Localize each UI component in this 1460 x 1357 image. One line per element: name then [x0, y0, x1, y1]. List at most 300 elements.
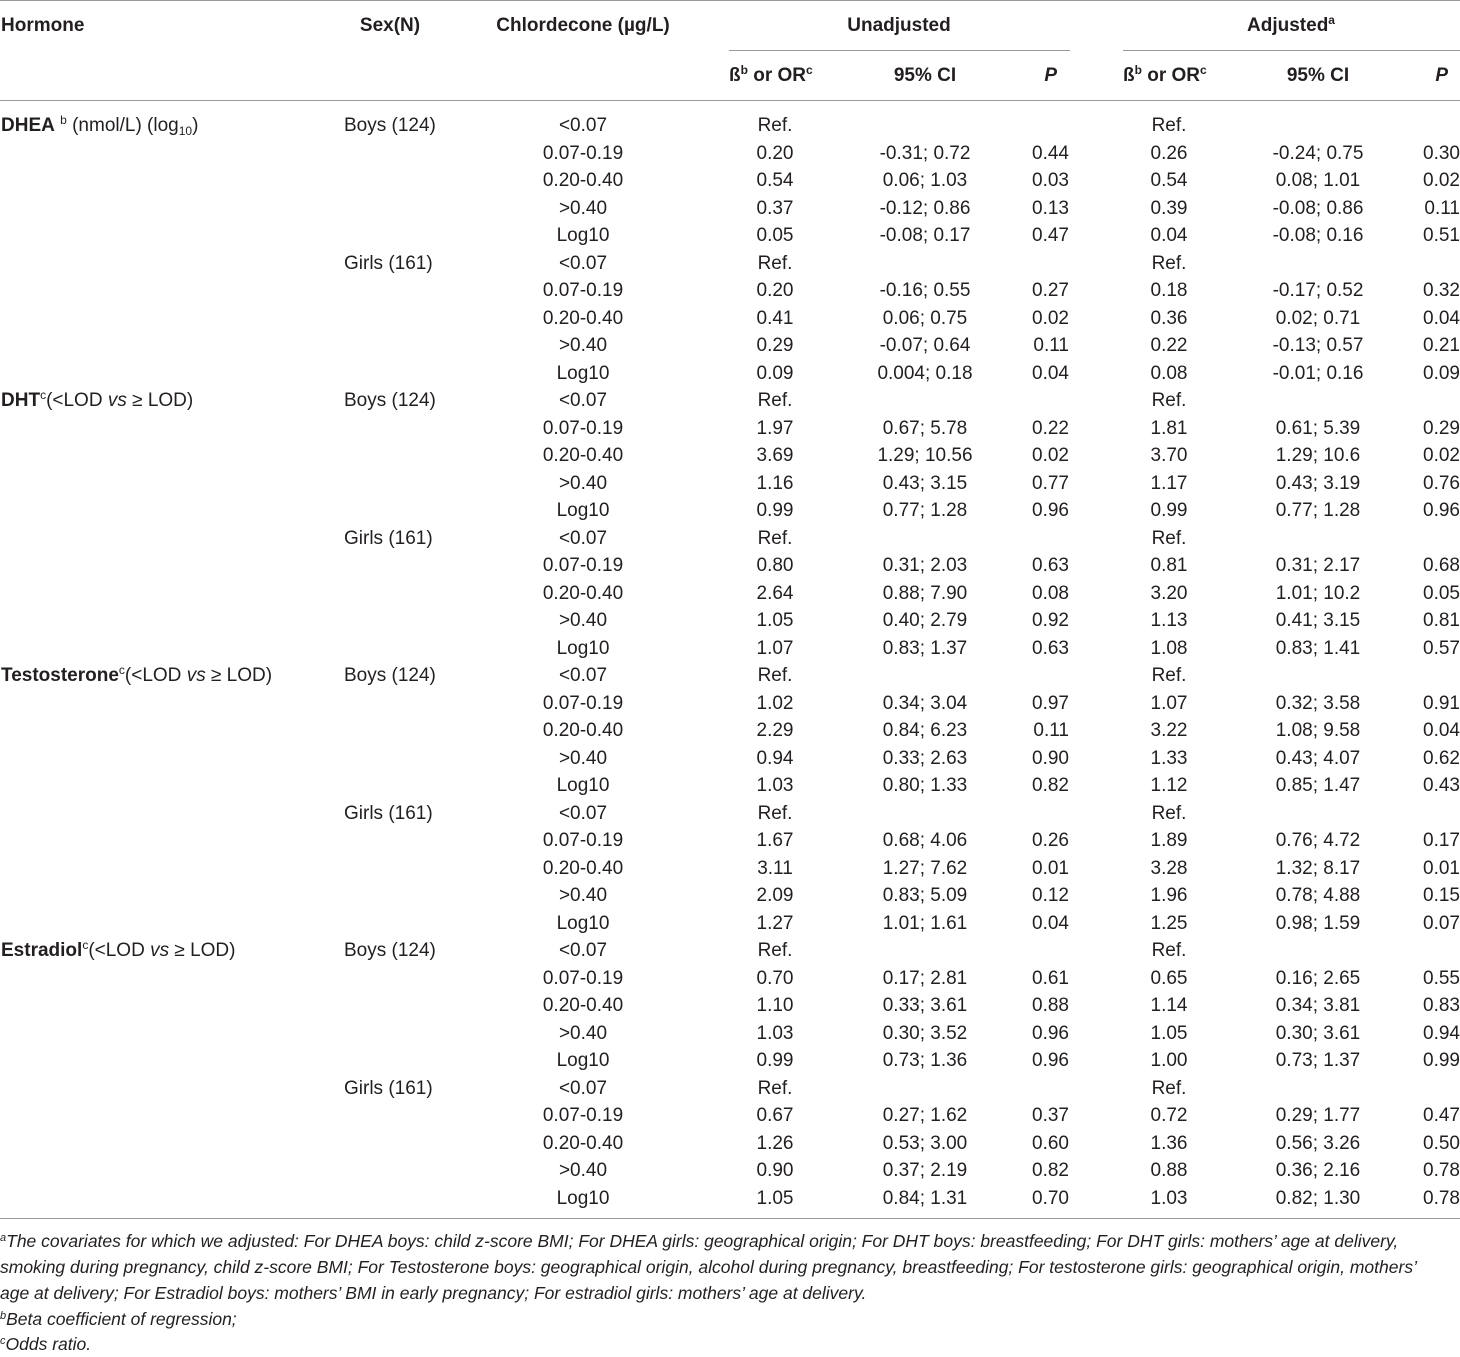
chlordecone-cell: Log10: [556, 500, 610, 521]
estimate-adjusted-cell: 1.07: [1150, 692, 1188, 714]
header-bottom-rule: [0, 100, 1460, 101]
footnote-c-text: Odds ratio.: [5, 1334, 92, 1354]
estimate-unadjusted-cell: Ref.: [757, 802, 793, 824]
estimate-adjusted-cell: 1.08: [1150, 637, 1188, 659]
estimate-unadjusted-cell: Ref.: [757, 1077, 793, 1099]
chlordecone-cell: 0.07-0.19: [542, 417, 624, 439]
p-unadjusted-cell: 0.26: [1032, 830, 1069, 851]
ci-unadjusted-cell: 0.67; 5.78: [882, 417, 968, 439]
ci-unadjusted-cell: -0.16; 0.55: [879, 280, 971, 301]
or-sup: c: [806, 63, 813, 77]
hormone-desc: (<LOD: [124, 665, 187, 686]
chlordecone-cell: <0.07: [558, 802, 608, 824]
chlordecone-cell: >0.40: [558, 472, 608, 494]
ci-adjusted-cell: 0.43; 3.19: [1275, 472, 1361, 494]
p-adjusted-cell: 0.81: [1423, 610, 1460, 631]
ci-adjusted-cell: 0.30; 3.61: [1275, 1022, 1361, 1044]
p-adjusted-cell: 0.07: [1423, 912, 1460, 934]
chlordecone-cell: Log10: [556, 1050, 610, 1071]
p-unadjusted-cell: 0.11: [1033, 720, 1069, 741]
chlordecone-cell: <0.07: [558, 252, 608, 274]
ci-unadjusted-cell: 0.53; 3.00: [882, 1132, 968, 1154]
estimate-adjusted-cell: 0.81: [1150, 555, 1188, 576]
ci-adjusted-cell: 0.41; 3.15: [1275, 610, 1361, 631]
ci-unadjusted-cell: -0.12; 0.86: [879, 197, 971, 219]
estimate-unadjusted-cell: 1.67: [756, 830, 794, 851]
ci-unadjusted-cell: 0.27; 1.62: [882, 1105, 968, 1126]
hormone-desc: (nmol/L) (log: [66, 115, 179, 136]
sex-label: Girls (161): [344, 252, 433, 274]
p-adjusted-cell: 0.04: [1423, 307, 1460, 329]
or-text: or OR: [1141, 65, 1201, 86]
p-unadjusted-cell: 0.90: [1032, 747, 1069, 769]
estimate-unadjusted-cell: 1.05: [756, 1187, 794, 1209]
p-unadjusted-cell: 0.11: [1033, 335, 1069, 356]
p-unadjusted-cell: 0.47: [1032, 225, 1069, 246]
estimate-unadjusted-cell: 3.69: [756, 445, 794, 466]
ci-unadjusted-cell: 0.73; 1.36: [882, 1050, 968, 1071]
hormone-desc-vs: vs: [186, 665, 206, 686]
chlordecone-cell: >0.40: [558, 747, 608, 769]
p-unadjusted-cell: 0.96: [1032, 1022, 1069, 1044]
p-unadjusted-cell: 0.82: [1032, 1160, 1069, 1181]
or-sup: c: [1200, 63, 1207, 77]
chlordecone-cell: <0.07: [558, 527, 608, 549]
chlordecone-cell: >0.40: [558, 1022, 608, 1044]
estimate-adjusted-cell: 0.08: [1150, 362, 1188, 384]
hormone-sup: b: [60, 113, 67, 127]
hormone-label: [1, 390, 193, 412]
estimate-adjusted-cell: 0.54: [1150, 170, 1188, 191]
ci-unadjusted-cell: 1.01; 1.61: [882, 912, 968, 934]
estimate-adjusted-cell: 1.05: [1150, 1022, 1188, 1044]
ci-adjusted-cell: 0.77; 1.28: [1275, 500, 1361, 521]
ci-adjusted-cell: 0.73; 1.37: [1275, 1050, 1361, 1071]
ci-adjusted-cell: 0.36; 2.16: [1275, 1160, 1361, 1181]
chlordecone-cell: Log10: [556, 225, 610, 246]
header-beta-or-unadj: [729, 65, 813, 87]
chlordecone-cell: Log10: [556, 775, 610, 796]
hormone-desc: (<LOD: [46, 390, 108, 411]
estimate-unadjusted-cell: 0.09: [756, 362, 794, 384]
estimate-adjusted-cell: 0.18: [1150, 280, 1188, 301]
ci-adjusted-cell: 0.56; 3.26: [1275, 1132, 1361, 1154]
chlordecone-cell: 0.20-0.40: [542, 1132, 624, 1154]
estimate-adjusted-cell: 3.70: [1150, 445, 1188, 466]
estimate-unadjusted-cell: 0.80: [756, 555, 794, 576]
hormone-label: [1, 115, 198, 137]
p-adjusted-cell: 0.02: [1423, 170, 1460, 191]
p-unadjusted-cell: 0.12: [1032, 885, 1069, 906]
ci-unadjusted-cell: 0.06; 1.03: [882, 170, 968, 191]
p-unadjusted-cell: 0.13: [1032, 197, 1069, 219]
p-unadjusted-cell: 0.04: [1032, 912, 1069, 934]
ci-adjusted-cell: 0.16; 2.65: [1275, 967, 1361, 989]
header-hormone: Hormone: [1, 15, 85, 36]
ci-adjusted-cell: 0.31; 2.17: [1275, 555, 1361, 576]
chlordecone-cell: >0.40: [558, 335, 608, 356]
chlordecone-cell: <0.07: [558, 1077, 608, 1099]
unadjusted-rule: [729, 50, 1070, 51]
estimate-unadjusted-cell: 1.27: [756, 912, 794, 934]
ci-adjusted-cell: 0.32; 3.58: [1275, 692, 1361, 714]
header-ci-adj: 95% CI: [1286, 65, 1350, 86]
p-unadjusted-cell: 0.63: [1032, 555, 1069, 576]
header-beta-or-adj: [1123, 65, 1207, 87]
p-unadjusted-cell: 0.77: [1032, 472, 1069, 494]
hormone-label: [1, 665, 272, 687]
estimate-adjusted-cell: 0.36: [1150, 307, 1188, 329]
hormone-desc-vs: vs: [107, 390, 127, 411]
ci-unadjusted-cell: 0.43; 3.15: [882, 472, 968, 494]
chlordecone-cell: Log10: [556, 362, 610, 384]
p-unadjusted-cell: 0.02: [1032, 445, 1069, 466]
estimate-unadjusted-cell: 0.54: [756, 170, 794, 191]
estimate-adjusted-cell: 3.28: [1150, 857, 1188, 879]
estimate-adjusted-cell: 0.22: [1150, 335, 1188, 356]
chlordecone-cell: 0.07-0.19: [542, 1105, 624, 1126]
ci-adjusted-cell: 0.61; 5.39: [1275, 417, 1361, 439]
estimate-adjusted-cell: 1.81: [1150, 417, 1188, 439]
hormone-desc-sub: 10: [178, 124, 193, 138]
ci-adjusted-cell: -0.24; 0.75: [1272, 142, 1364, 164]
ci-unadjusted-cell: 0.68; 4.06: [882, 830, 968, 851]
ci-adjusted-cell: 0.78; 4.88: [1275, 885, 1361, 906]
estimate-unadjusted-cell: 0.99: [756, 1050, 794, 1071]
estimate-unadjusted-cell: 1.10: [756, 995, 794, 1016]
estimate-adjusted-cell: Ref.: [1151, 115, 1187, 136]
ci-unadjusted-cell: 0.31; 2.03: [882, 555, 968, 576]
ci-unadjusted-cell: 0.37; 2.19: [882, 1160, 968, 1181]
p-unadjusted-cell: 0.08: [1032, 582, 1069, 604]
estimate-adjusted-cell: 1.00: [1150, 1050, 1188, 1071]
sex-label: Girls (161): [344, 527, 433, 549]
p-unadjusted-cell: 0.96: [1032, 1050, 1069, 1071]
hormone-desc-vs: vs: [150, 940, 170, 961]
chlordecone-cell: 0.20-0.40: [542, 857, 624, 879]
ci-adjusted-cell: 1.29; 10.6: [1275, 445, 1361, 466]
table-bottom-rule: [0, 1218, 1460, 1219]
estimate-adjusted-cell: 0.88: [1150, 1160, 1188, 1181]
estimate-adjusted-cell: Ref.: [1151, 1077, 1187, 1099]
estimate-unadjusted-cell: Ref.: [757, 527, 793, 549]
ci-adjusted-cell: 0.29; 1.77: [1275, 1105, 1361, 1126]
chlordecone-cell: 0.20-0.40: [542, 445, 624, 466]
ci-adjusted-cell: -0.13; 0.57: [1272, 335, 1364, 356]
p-adjusted-cell: 0.17: [1423, 830, 1460, 851]
or-text: or OR: [747, 65, 807, 86]
estimate-unadjusted-cell: 2.09: [756, 885, 794, 906]
chlordecone-cell: 0.07-0.19: [542, 967, 624, 989]
chlordecone-cell: 0.07-0.19: [542, 830, 624, 851]
ci-unadjusted-cell: 0.06; 0.75: [882, 307, 968, 329]
p-adjusted-cell: 0.15: [1423, 885, 1460, 906]
estimate-unadjusted-cell: 0.90: [756, 1160, 794, 1181]
hormone-name: Estradiol: [1, 940, 83, 961]
p-unadjusted-cell: 0.70: [1032, 1187, 1069, 1209]
sex-label: Boys (124): [344, 390, 436, 411]
p-unadjusted-cell: 0.92: [1032, 610, 1069, 631]
ci-adjusted-cell: 1.01; 10.2: [1275, 582, 1361, 604]
ci-adjusted-cell: 1.32; 8.17: [1275, 857, 1361, 879]
estimate-adjusted-cell: 0.99: [1150, 500, 1188, 521]
chlordecone-cell: <0.07: [558, 390, 608, 411]
estimate-adjusted-cell: Ref.: [1151, 665, 1187, 686]
estimate-adjusted-cell: 3.22: [1150, 720, 1188, 741]
header-adjusted: [1247, 15, 1335, 37]
footnote-a-line1: [0, 1228, 1460, 1254]
beta-symbol: ß: [729, 65, 741, 86]
sex-label: Boys (124): [344, 115, 436, 136]
ci-unadjusted-cell: 0.34; 3.04: [882, 692, 968, 714]
p-adjusted-cell: 0.78: [1423, 1187, 1460, 1209]
estimate-unadjusted-cell: 1.26: [756, 1132, 794, 1154]
p-adjusted-cell: 0.04: [1423, 720, 1460, 741]
p-adjusted-cell: 0.78: [1423, 1160, 1460, 1181]
footnote-a-line2: smoking during pregnancy, child z-score BMI; For Testosterone boys: geographical origin, alcohol during pregnancy, breastfeeding; For testosterone girls: geographical origin, mothers’: [0, 1257, 1417, 1277]
p-unadjusted-cell: 0.88: [1032, 995, 1069, 1016]
hormone-name: DHEA: [1, 115, 55, 136]
footnote-c: [0, 1331, 1460, 1357]
p-adjusted-cell: 0.32: [1423, 280, 1460, 301]
p-adjusted-cell: 0.57: [1423, 637, 1460, 659]
estimate-adjusted-cell: 1.14: [1150, 995, 1188, 1016]
ci-unadjusted-cell: 0.80; 1.33: [882, 775, 968, 796]
chlordecone-cell: 0.20-0.40: [542, 170, 624, 191]
p-adjusted-cell: 0.09: [1423, 362, 1460, 384]
chlordecone-cell: Log10: [556, 912, 610, 934]
p-unadjusted-cell: 0.22: [1032, 417, 1069, 439]
estimate-unadjusted-cell: 1.97: [756, 417, 794, 439]
chlordecone-cell: 0.20-0.40: [542, 720, 624, 741]
estimate-unadjusted-cell: 0.05: [756, 225, 794, 246]
estimate-adjusted-cell: 3.20: [1150, 582, 1188, 604]
ci-unadjusted-cell: 0.30; 3.52: [882, 1022, 968, 1044]
chlordecone-cell: 0.07-0.19: [542, 692, 624, 714]
hormone-desc-end: ≥ LOD): [169, 940, 236, 961]
estimate-adjusted-cell: Ref.: [1151, 390, 1187, 411]
sex-label: Boys (124): [344, 665, 436, 686]
header-p-adj: P: [1435, 65, 1448, 86]
ci-adjusted-cell: -0.08; 0.86: [1272, 197, 1364, 219]
footnote-a-text1: The covariates for which we adjusted: For DHEA boys: child z-score BMI; For DHEA girls: geographical origin; For DHT boys: breastfeeding; For DHT girls: mothers’ age at delivery,: [6, 1231, 1399, 1251]
ci-adjusted-cell: 0.02; 0.71: [1275, 307, 1361, 329]
footnote-b-text: Beta coefficient of regression;: [6, 1309, 237, 1329]
ci-unadjusted-cell: 0.40; 2.79: [882, 610, 968, 631]
ci-unadjusted-cell: -0.07; 0.64: [879, 335, 971, 356]
estimate-unadjusted-cell: Ref.: [757, 665, 793, 686]
ci-adjusted-cell: -0.17; 0.52: [1272, 280, 1364, 301]
estimate-unadjusted-cell: Ref.: [757, 252, 793, 274]
estimate-unadjusted-cell: 2.29: [756, 720, 794, 741]
ci-unadjusted-cell: 0.88; 7.90: [882, 582, 968, 604]
p-adjusted-cell: 0.96: [1423, 500, 1460, 521]
p-unadjusted-cell: 0.60: [1032, 1132, 1069, 1154]
estimate-unadjusted-cell: 0.99: [756, 500, 794, 521]
ci-adjusted-cell: 0.83; 1.41: [1275, 637, 1361, 659]
p-unadjusted-cell: 0.97: [1032, 692, 1069, 714]
p-adjusted-cell: 0.62: [1423, 747, 1460, 769]
header-adjusted-sup: a: [1328, 13, 1335, 27]
p-adjusted-cell: 0.94: [1423, 1022, 1460, 1044]
chlordecone-cell: 0.07-0.19: [542, 555, 624, 576]
sex-label: Girls (161): [344, 802, 433, 824]
estimate-adjusted-cell: 0.04: [1150, 225, 1188, 246]
hormone-sup: c: [82, 938, 89, 952]
chlordecone-cell: >0.40: [558, 1160, 608, 1181]
ci-unadjusted-cell: 0.33; 3.61: [882, 995, 968, 1016]
chlordecone-cell: >0.40: [558, 885, 608, 906]
chlordecone-cell: Log10: [556, 1187, 610, 1209]
hormone-desc-end: ≥ LOD): [126, 390, 194, 411]
estimate-unadjusted-cell: 1.03: [756, 1022, 794, 1044]
p-adjusted-cell: 0.91: [1423, 692, 1460, 714]
p-unadjusted-cell: 0.61: [1032, 967, 1069, 989]
chlordecone-cell: 0.07-0.19: [542, 280, 624, 301]
p-unadjusted-cell: 0.01: [1032, 857, 1069, 879]
estimate-unadjusted-cell: 2.64: [756, 582, 794, 604]
estimate-unadjusted-cell: 1.02: [756, 692, 794, 714]
ci-adjusted-cell: -0.08; 0.16: [1272, 225, 1364, 246]
hormone-sup: c: [118, 663, 125, 677]
estimate-unadjusted-cell: Ref.: [757, 390, 793, 411]
hormone-desc-end: ≥ LOD): [205, 665, 273, 686]
ci-unadjusted-cell: -0.08; 0.17: [879, 225, 971, 246]
estimate-adjusted-cell: 0.39: [1150, 197, 1188, 219]
header-adjusted-label: Adjusted: [1247, 15, 1329, 36]
p-adjusted-cell: 0.11: [1424, 197, 1460, 219]
hormone-label: [1, 940, 235, 962]
header-chlordecone: Chlordecone (µg/L): [496, 15, 670, 36]
p-unadjusted-cell: 0.02: [1032, 307, 1069, 329]
ci-unadjusted-cell: 1.29; 10.56: [877, 445, 973, 466]
p-unadjusted-cell: 0.04: [1032, 362, 1069, 384]
p-adjusted-cell: 0.05: [1423, 582, 1460, 604]
hormone-desc: (<LOD: [88, 940, 151, 961]
p-adjusted-cell: 0.83: [1423, 995, 1460, 1016]
chlordecone-cell: >0.40: [558, 197, 608, 219]
hormone-desc-end: ): [192, 115, 199, 136]
p-adjusted-cell: 0.50: [1423, 1132, 1460, 1154]
estimate-adjusted-cell: 1.13: [1150, 610, 1188, 631]
ci-unadjusted-cell: 0.84; 6.23: [882, 720, 968, 741]
header-sex: Sex(N): [359, 15, 421, 36]
estimate-unadjusted-cell: 3.11: [757, 857, 793, 879]
p-adjusted-cell: 0.51: [1423, 225, 1460, 246]
chlordecone-cell: 0.20-0.40: [542, 995, 624, 1016]
estimate-unadjusted-cell: 1.16: [756, 472, 794, 494]
estimate-adjusted-cell: 0.26: [1150, 142, 1188, 164]
ci-adjusted-cell: 1.08; 9.58: [1275, 720, 1361, 741]
estimate-adjusted-cell: 0.72: [1150, 1105, 1188, 1126]
adjusted-rule: [1123, 50, 1460, 51]
footnote-a: [0, 1228, 1460, 1306]
chlordecone-cell: >0.40: [558, 610, 608, 631]
p-unadjusted-cell: 0.96: [1032, 500, 1069, 521]
estimate-unadjusted-cell: Ref.: [757, 115, 793, 136]
estimate-unadjusted-cell: 0.37: [756, 197, 794, 219]
ci-adjusted-cell: 0.34; 3.81: [1275, 995, 1361, 1016]
chlordecone-cell: Log10: [556, 637, 610, 659]
p-unadjusted-cell: 0.37: [1032, 1105, 1069, 1126]
estimate-adjusted-cell: 1.96: [1150, 885, 1188, 906]
estimate-unadjusted-cell: 1.05: [756, 610, 794, 631]
beta-sup: b: [740, 63, 748, 77]
ci-unadjusted-cell: 0.004; 0.18: [877, 362, 973, 384]
estimate-unadjusted-cell: 0.20: [756, 142, 794, 164]
footnote-a-line3: age at delivery; For Estradiol boys: mothers’ BMI in early pregnancy; For estradiol girls: mothers’ age at delivery.: [0, 1283, 867, 1303]
p-adjusted-cell: 0.99: [1423, 1050, 1460, 1071]
estimate-unadjusted-cell: Ref.: [757, 940, 793, 961]
sex-label: Girls (161): [344, 1077, 433, 1099]
sex-label: Boys (124): [344, 940, 436, 961]
ci-adjusted-cell: 0.82; 1.30: [1275, 1187, 1361, 1209]
p-adjusted-cell: 0.01: [1423, 857, 1460, 879]
ci-adjusted-cell: 0.85; 1.47: [1275, 775, 1361, 796]
estimate-unadjusted-cell: 1.07: [756, 637, 794, 659]
estimate-unadjusted-cell: 0.94: [756, 747, 794, 769]
p-unadjusted-cell: 0.27: [1032, 280, 1069, 301]
ci-unadjusted-cell: 0.83; 5.09: [882, 885, 968, 906]
p-adjusted-cell: 0.68: [1423, 555, 1460, 576]
p-adjusted-cell: 0.29: [1423, 417, 1460, 439]
estimate-unadjusted-cell: 0.29: [756, 335, 794, 356]
ci-unadjusted-cell: 0.77; 1.28: [882, 500, 968, 521]
estimate-adjusted-cell: Ref.: [1151, 252, 1187, 274]
footnote-a-mark: a: [0, 1232, 7, 1244]
p-unadjusted-cell: 0.82: [1032, 775, 1069, 796]
footnote-b-mark: b: [0, 1310, 7, 1322]
p-unadjusted-cell: 0.03: [1032, 170, 1069, 191]
estimate-adjusted-cell: 0.65: [1150, 967, 1188, 989]
beta-symbol: ß: [1123, 65, 1135, 86]
estimate-adjusted-cell: Ref.: [1151, 940, 1187, 961]
chlordecone-cell: 0.20-0.40: [542, 307, 624, 329]
estimate-adjusted-cell: Ref.: [1151, 802, 1187, 824]
hormone-name: DHT: [1, 390, 41, 411]
header-ci-unadj: 95% CI: [893, 65, 957, 86]
estimate-adjusted-cell: 1.17: [1150, 472, 1188, 494]
p-unadjusted-cell: 0.44: [1032, 142, 1069, 164]
ci-unadjusted-cell: 1.27; 7.62: [882, 857, 968, 879]
estimate-unadjusted-cell: 0.41: [756, 307, 794, 329]
top-rule: [0, 0, 1460, 1]
estimate-unadjusted-cell: 1.03: [756, 775, 794, 796]
estimate-adjusted-cell: 1.12: [1150, 775, 1188, 796]
header-unadjusted: Unadjusted: [847, 15, 951, 36]
estimate-unadjusted-cell: 0.70: [756, 967, 794, 989]
chlordecone-cell: <0.07: [558, 115, 608, 136]
ci-unadjusted-cell: 0.84; 1.31: [882, 1187, 968, 1209]
p-adjusted-cell: 0.76: [1423, 472, 1460, 494]
ci-adjusted-cell: 0.76; 4.72: [1275, 830, 1361, 851]
estimate-adjusted-cell: 1.25: [1150, 912, 1188, 934]
ci-adjusted-cell: 0.43; 4.07: [1275, 747, 1361, 769]
ci-adjusted-cell: 0.08; 1.01: [1275, 170, 1361, 191]
p-adjusted-cell: 0.55: [1423, 967, 1460, 989]
beta-sup: b: [1134, 63, 1142, 77]
p-adjusted-cell: 0.02: [1423, 445, 1460, 466]
p-adjusted-cell: 0.47: [1423, 1105, 1460, 1126]
p-adjusted-cell: 0.21: [1423, 335, 1460, 356]
ci-unadjusted-cell: 0.33; 2.63: [882, 747, 968, 769]
ci-unadjusted-cell: 0.17; 2.81: [882, 967, 968, 989]
estimate-adjusted-cell: 1.89: [1150, 830, 1188, 851]
ci-unadjusted-cell: -0.31; 0.72: [879, 142, 971, 164]
p-unadjusted-cell: 0.63: [1032, 637, 1069, 659]
ci-adjusted-cell: -0.01; 0.16: [1272, 362, 1364, 384]
footnote-b: [0, 1306, 1460, 1332]
